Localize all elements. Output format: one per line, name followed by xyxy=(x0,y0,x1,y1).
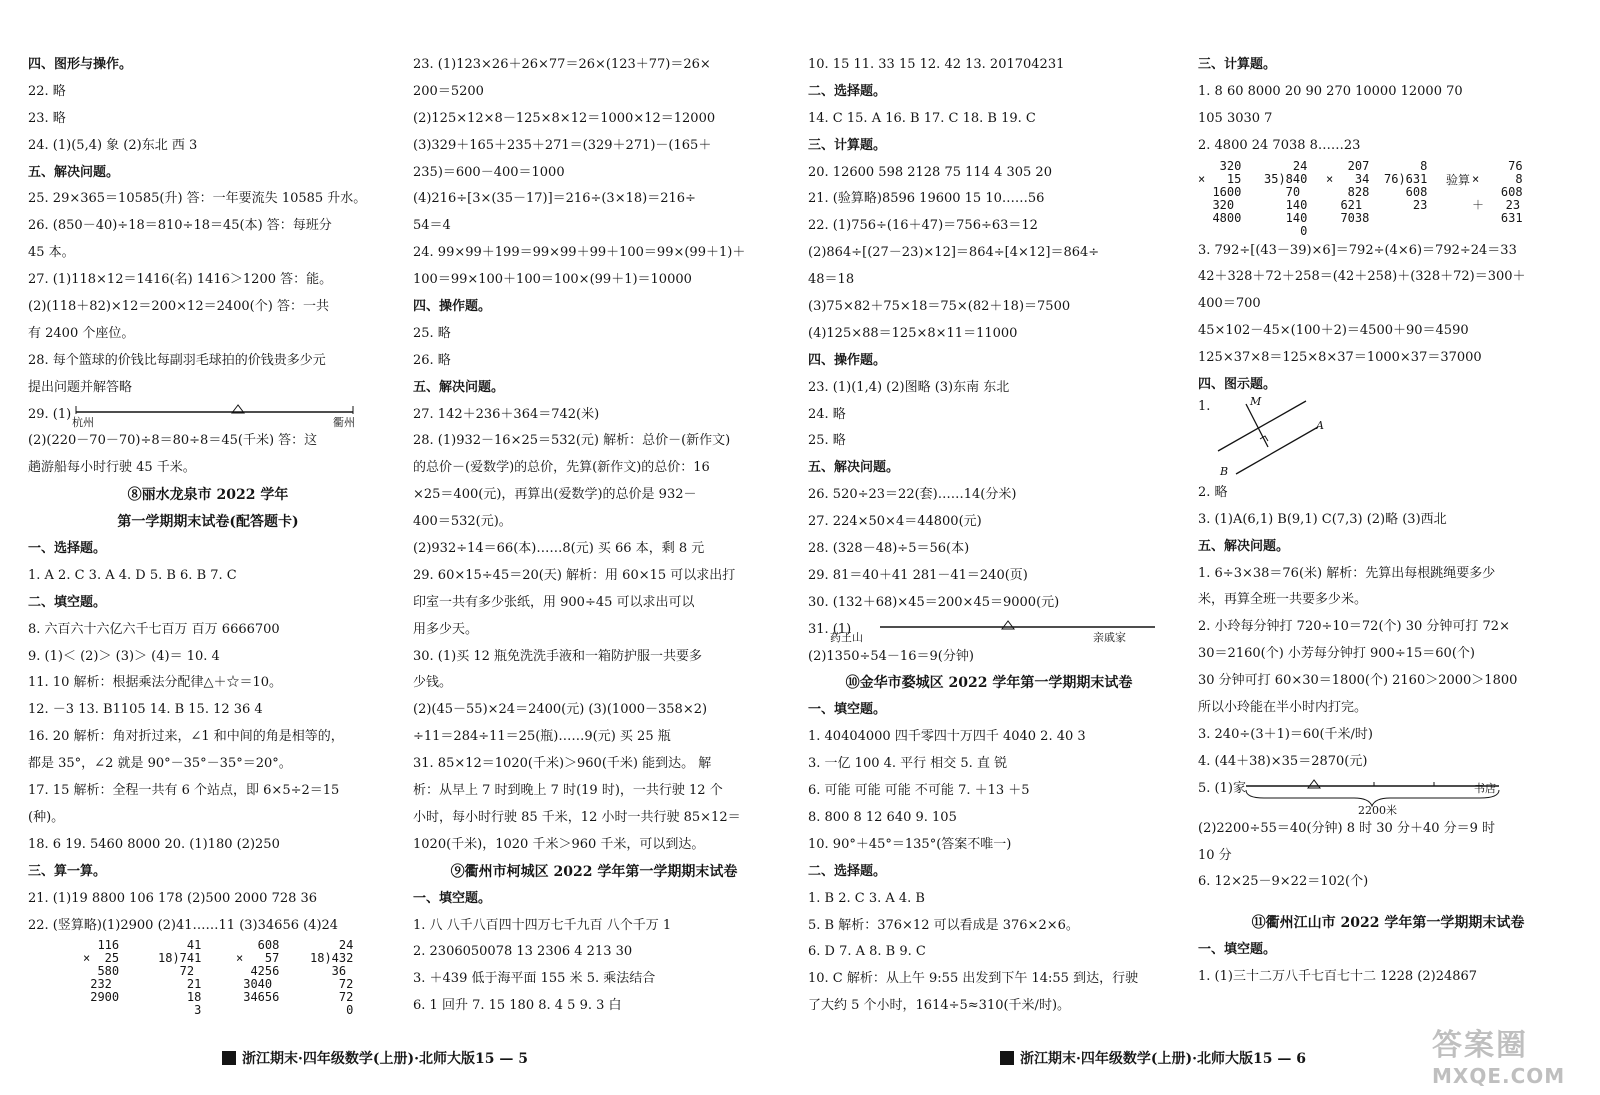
q29-segment-diagram xyxy=(68,402,368,428)
section-heading: 三、计算题。 xyxy=(1198,57,1277,72)
q5-distance-label: 2200米 xyxy=(1358,803,1397,816)
answer-line: 200＝5200 xyxy=(413,83,484,99)
answer-line: (2)(45－55)×24＝2400(元) (3)(1000－358×2) xyxy=(413,702,708,718)
section-heading: 四、操作题。 xyxy=(808,352,887,368)
section-heading: 二、选择题。 xyxy=(808,83,887,99)
answer-line: 17. 15 解析：全程一共有 6 个站点，即 6×5÷2＝15 xyxy=(28,783,340,799)
answer-line: 3. (1)A(6,1) B(9,1) C(7,3) (2)略 (3)西北 xyxy=(1198,511,1447,527)
answer-line: 27. (1)118×12＝1416(名) 1416＞1200 答：能。 xyxy=(28,272,333,288)
answer-line: 30. (1)买 12 瓶免洗洗手液和一箱防护服一共要多 xyxy=(413,648,703,664)
column-3 xyxy=(808,52,1170,1020)
answer-line: 都是 35°，∠2 就是 90°－35°－35°＝20°。 xyxy=(28,756,292,772)
section-heading: 五、解决问题。 xyxy=(413,379,505,395)
answer-line: 提出问题并解答略 xyxy=(28,379,133,395)
answer-line: 24. (1)(5,4) 象 (2)东北 西 3 xyxy=(28,137,198,153)
answer-line: 235)＝600－400＝1000 xyxy=(413,164,565,180)
answer-line: 9. (1)＜ (2)＞ (3)＞ (4)＝ 10. 4 xyxy=(28,648,220,664)
column-4 xyxy=(1198,52,1578,991)
answer-line: 所以小玲能在半小时内打完。 xyxy=(1198,700,1368,716)
fig1-b: B xyxy=(1220,464,1229,478)
fig1-m: M xyxy=(1250,394,1262,408)
footer-left xyxy=(222,1048,528,1068)
section-heading: 一、填空题。 xyxy=(1198,942,1277,958)
answer-line: 1. A 2. C 3. A 4. D 5. B 6. B 7. C xyxy=(28,567,237,583)
answer-line: 29. 81＝40＋41 281－41＝240(页) xyxy=(808,567,1028,583)
answer-line: 25. 略 xyxy=(413,325,451,341)
answer-line: 29. 60×15÷45＝20(天) 解析：用 60×15 可以求出打 xyxy=(413,567,736,583)
q31-label: 31. (1) xyxy=(808,621,852,637)
answer-line: (2)2200÷55＝40(分钟) 8 时 30 分＋40 分＝9 时 xyxy=(1198,820,1496,836)
answer-line: 10. C 解析：从上午 9:55 出发到下午 14:55 到达，行驶 xyxy=(808,971,1139,987)
answer-line: (2)(118＋82)×12＝200×12＝2400(个) 答：一共 xyxy=(28,299,329,315)
section-heading: 五、解决问题。 xyxy=(1198,538,1290,554)
section-title-9: ⑨衢州市柯城区 2022 学年第一学期期末试卷 xyxy=(450,863,738,880)
q29-label: 29. (1) xyxy=(28,406,72,422)
answer-line: (2)932÷14＝66(本)……8(元) 买 66 本，剩 8 元 xyxy=(413,541,705,557)
vertical-calc: 116 × 25 580 232 2900 xyxy=(83,938,120,1005)
answer-line: 45×102－45×(100＋2)＝4500＋90＝4590 xyxy=(1198,323,1469,339)
answer-line: (2)125×12×8－125×8×12＝1000×12＝12000 xyxy=(413,110,716,126)
section-heading: 四、图形与操作。 xyxy=(28,57,133,72)
answer-line: 8. 800 8 12 640 9. 105 xyxy=(808,809,957,825)
col1-block-a xyxy=(28,52,388,402)
answer-line: 28. (1)932－16×25＝532(元) 解析：总价－(新作文) xyxy=(413,433,731,449)
answer-line: 2. 4800 24 7038 8……23 xyxy=(1198,137,1361,153)
q31-right-label: 亲戚家 xyxy=(1093,630,1126,644)
answer-line: 3. 一亿 100 4. 平行 相交 5. 直 锐 xyxy=(808,756,1008,772)
vertical-calc: 608 × 57 4256 3040 34656 xyxy=(236,938,280,1005)
col3-block-a xyxy=(808,52,1170,617)
section-heading: 四、图示题。 xyxy=(1198,377,1277,393)
answer-line: 23. 略 xyxy=(28,110,66,126)
answer-line: 22. (1)756÷(16＋47)＝756÷63＝12 xyxy=(808,218,1038,234)
section-title-8b: 第一学期期末试卷(配答题卡) xyxy=(117,514,299,531)
answer-line: 5. B 解析：376×12 可以看成是 376×2×6。 xyxy=(808,917,1079,933)
vertical-calcs-col1 xyxy=(28,938,388,1018)
answer-line: 28. 每个篮球的价钱比每副羽毛球拍的价钱贵多少元 xyxy=(28,352,326,368)
q5-line-diagram xyxy=(1198,776,1578,816)
answer-line: 30＝2160(个) 小芳每分钟打 900÷15＝60(个) xyxy=(1198,646,1475,662)
answer-line: 22. (竖算略)(1)2900 (2)41……11 (3)34656 (4)24 xyxy=(28,917,339,933)
col4-block-d xyxy=(1198,816,1578,897)
parallel-lines-figure xyxy=(1216,399,1356,480)
vertical-calc: 8 76)631 608 23 xyxy=(1384,158,1428,212)
col1-block-c xyxy=(28,536,388,939)
q5-label: 5. (1)家 xyxy=(1198,780,1246,796)
watermark-bottom: MXQE.COM xyxy=(1432,1064,1566,1088)
answer-line: 22. 略 xyxy=(28,83,66,99)
section-heading: 五、解决问题。 xyxy=(808,460,900,476)
watermark-top: 答案圈 xyxy=(1432,1028,1528,1063)
answer-line: 24. 略 xyxy=(808,406,846,422)
answer-line: 1. (1)三十二万八千七百七十二 1228 (2)24867 xyxy=(1198,969,1478,985)
answer-line: 30 分钟可打 60×30＝1800(个) 2160＞2000＞1800 xyxy=(1198,673,1518,689)
section-heading: 三、算一算。 xyxy=(28,863,107,879)
answer-line: (2)(220－70－70)÷8＝80÷8＝45(千米) 答：这 xyxy=(28,433,318,449)
vertical-calc: 24 18)432 36 72 72 0 xyxy=(310,938,354,1018)
answer-line: 18. 6 19. 5460 8000 20. (1)180 (2)250 xyxy=(28,836,280,852)
answer-line: 27. 224×50×4＝44800(元) xyxy=(808,514,982,530)
answer-line: 21. (验算略)8596 19600 15 10……56 xyxy=(808,191,1045,207)
col1-block-b xyxy=(28,428,388,482)
section-heading: 四、操作题。 xyxy=(413,299,492,315)
q29-right-label: 衢州 xyxy=(333,415,355,429)
vertical-calc: 41 18)741 72 21 18 3 xyxy=(158,938,202,1018)
section-heading: 一、填空题。 xyxy=(808,702,887,718)
vertical-calc: 76 × 8 608 ＋ 23 631 xyxy=(1472,158,1523,225)
answer-line: 趟游船每小时行驶 45 千米。 xyxy=(28,460,196,476)
answer-line: 3. ＋439 低于海平面 155 米 5. 乘法结合 xyxy=(413,971,656,987)
answer-line: 少钱。 xyxy=(413,675,453,691)
footer-right-text: 浙江期末·四年级数学(上册)·北师大版15 — 6 xyxy=(1020,1051,1306,1067)
answer-line: 48＝18 xyxy=(808,272,855,288)
answer-line: (4)125×88＝125×8×11＝11000 xyxy=(808,325,1018,341)
answer-line: 2. 小玲每分钟打 720÷10＝72(个) 30 分钟可打 72× xyxy=(1198,619,1510,635)
answer-line: 印室一共有多少张纸，用 900÷45 可以求出可以 xyxy=(413,594,695,610)
footer-right xyxy=(1000,1048,1306,1068)
answer-line: 27. 142＋236＋364＝742(米) xyxy=(413,406,600,422)
footer-marker-icon xyxy=(1000,1051,1014,1065)
footer-left-text: 浙江期末·四年级数学(上册)·北师大版15 — 5 xyxy=(242,1051,528,1067)
answer-line: 小时，每小时行驶 85 千米，12 小时一共行驶 85×12＝ xyxy=(413,809,741,825)
column-1 xyxy=(28,52,388,1018)
answer-line: 的总价－(爱数学)的总价，先算(新作文)的总价：16 xyxy=(413,460,710,476)
column-2 xyxy=(413,52,775,1020)
watermark-logo xyxy=(1432,1020,1565,1088)
answer-line: 1. 40404000 四千零四十万四千 4040 2. 40 3 xyxy=(808,729,1086,745)
section-heading: 二、选择题。 xyxy=(808,863,887,879)
answer-line: 42＋328＋72＋258＝(42＋258)＋(328＋72)＝300＋ xyxy=(1198,269,1526,285)
answer-line: 10. 90°＋45°＝135°(答案不唯一) xyxy=(808,836,1012,852)
answer-line: 析：从早上 7 时到晚上 7 时(19 时)，一共行驶 12 个 xyxy=(413,783,723,799)
answer-line: 1020(千米)，1020 千米＞960 千米，可以到达。 xyxy=(413,836,705,852)
answer-line: 有 2400 个座位。 xyxy=(28,325,135,341)
answer-line: 2. 略 xyxy=(1198,484,1228,500)
answer-line: 400＝700 xyxy=(1198,296,1261,312)
answer-line: 1. B 2. C 3. A 4. B xyxy=(808,890,925,906)
answer-line: 26. 略 xyxy=(413,352,451,368)
vertical-calc: 320 × 15 1600 320 4800 xyxy=(1198,158,1242,225)
answer-line: 1. 八 八千八百四十四万七千九百 八个千万 1 xyxy=(413,917,672,933)
q5-right-label: 书店 xyxy=(1474,781,1496,795)
section-title-10: ⑩金华市婺城区 2022 学年第一学期期末试卷 xyxy=(845,675,1133,692)
answer-line: 2. 2306050078 13 2306 4 213 30 xyxy=(413,944,633,960)
vertical-calc: 24 35)840 70 140 140 0 xyxy=(1264,158,1308,238)
answer-line: 26. 520÷23＝22(套)……14(分米) xyxy=(808,487,1017,503)
perpendicular-figure xyxy=(1198,394,1578,480)
answer-line: 8. 六百六十六亿六千七百万 百万 6666700 xyxy=(28,621,280,637)
col4-block-c xyxy=(1198,480,1578,776)
col2-block-a xyxy=(413,52,775,859)
answer-line: 10 分 xyxy=(1198,847,1232,863)
answer-line: (种)。 xyxy=(28,809,65,825)
section-heading: 二、填空题。 xyxy=(28,594,107,610)
fig1-a: A xyxy=(1316,418,1324,432)
col2-block-b xyxy=(413,886,775,1020)
answer-line: 30. (132＋68)×45＝200×45＝9000(元) xyxy=(808,594,1060,610)
footer-marker-icon xyxy=(222,1051,236,1065)
verify-label: 验算 xyxy=(1446,172,1471,187)
q31-line-diagram xyxy=(808,617,1170,644)
col3-block-b xyxy=(808,644,1170,671)
col3-block-c xyxy=(808,697,1170,1020)
answer-line: 31. 85×12＝1020(千米)＞960(千米) 能到达。 解 xyxy=(413,756,712,772)
answer-line: 1. 8 60 8000 20 90 270 10000 12000 70 xyxy=(1198,83,1463,99)
answer-line: 25. 略 xyxy=(808,433,846,449)
answer-line: 10. 15 11. 33 15 12. 42 13. 201704231 xyxy=(808,57,1065,72)
answer-line: (2)864÷[(27－23)×12]＝864÷[4×12]＝864÷ xyxy=(808,245,1100,261)
answer-line: 26. (850－40)÷18＝810÷18＝45(本) 答：每班分 xyxy=(28,218,332,234)
answer-line: 3. 240÷(3＋1)＝60(千米/时) xyxy=(1198,726,1373,742)
answer-line: 100＝99×100＋100＝100×(99＋1)＝10000 xyxy=(413,272,692,288)
q29-left-label: 杭州 xyxy=(72,415,94,429)
section-title-11: ⑪衢州江山市 2022 学年第一学期期末试卷 xyxy=(1251,915,1525,932)
answer-line: 了大约 5 个小时，1614÷5≈310(千米/时)。 xyxy=(808,998,1071,1014)
section-heading: 一、填空题。 xyxy=(413,890,492,906)
vertical-calcs-col4 xyxy=(1198,160,1578,238)
answer-line: 20. 12600 598 2128 75 114 4 305 20 xyxy=(808,164,1052,180)
section-title-8a: ⑧丽水龙泉市 2022 学年 xyxy=(127,487,289,504)
answer-line: 米，再算全班一共要多少米。 xyxy=(1198,592,1368,608)
answer-line: 16. 20 解析：角对折过来，∠1 和中间的角是相等的， xyxy=(28,729,344,745)
answer-line: 105 3030 7 xyxy=(1198,110,1273,126)
answer-line: 21. (1)19 8800 106 178 (2)500 2000 728 36 xyxy=(28,890,318,906)
col4-block-a xyxy=(1198,52,1578,160)
fig1-label: 1. xyxy=(1198,398,1211,414)
answer-line: 28. (328－48)÷5＝56(本) xyxy=(808,541,970,557)
answer-line: 25. 29×365＝10585(升) 答：一年要流失 10585 升水。 xyxy=(28,191,367,207)
vertical-calc: 207 × 34 828 621 7038 xyxy=(1326,158,1370,225)
answer-line: ×25＝400(元)，再算出(爱数学)的总价是 932－ xyxy=(413,487,697,503)
answer-line: 11. 10 解析：根据乘法分配律△＋☆＝10。 xyxy=(28,675,283,691)
answer-line: 125×37×8＝125×8×37＝1000×37＝37000 xyxy=(1198,350,1482,366)
answer-line: 14. C 15. A 16. B 17. C 18. B 19. C xyxy=(808,110,1036,126)
answer-line: 4. (44＋38)×35＝2870(元) xyxy=(1198,753,1368,769)
answer-line: 400＝532(元)。 xyxy=(413,514,512,530)
answer-line: 用多少天。 xyxy=(413,621,479,637)
col4-block-b xyxy=(1198,238,1578,399)
answer-line: (2)1350÷54－16＝9(分钟) xyxy=(808,648,974,664)
answer-line: 1. 6÷3×38＝76(米) 解析：先算出每根跳绳要多少 xyxy=(1198,565,1496,581)
answer-line: 6. 1 回升 7. 15 180 8. 4 5 9. 3 白 xyxy=(413,998,622,1014)
answer-line: 12. －3 13. B1105 14. B 15. 12 36 4 xyxy=(28,702,263,718)
answer-line: 6. D 7. A 8. B 9. C xyxy=(808,944,926,960)
answer-line: ÷11＝284÷11＝25(瓶)……9(元) 买 25 瓶 xyxy=(413,729,671,745)
section-heading: 五、解决问题。 xyxy=(28,164,120,180)
col4-block-e xyxy=(1198,937,1578,991)
answer-line: 23. (1)123×26＋26×77＝26×(123＋77)＝26× xyxy=(413,57,711,72)
answer-line: (4)216÷[3×(35－17)]＝216÷(3×18)＝216÷ xyxy=(413,191,696,207)
answer-line: (3)75×82＋75×18＝75×(82＋18)＝7500 xyxy=(808,299,1071,315)
answer-line: 24. 99×99＋199＝99×99＋99＋100＝99×(99＋1)＋ xyxy=(413,245,746,261)
q31-left-label: 药王山 xyxy=(830,630,863,644)
answer-line: (3)329＋165＋235＋271＝(329＋271)－(165＋ xyxy=(413,137,712,153)
answer-line: 45 本。 xyxy=(28,245,75,261)
answer-line: 3. 792÷[(43－39)×6]＝792÷(4×6)＝792÷24＝33 xyxy=(1198,242,1517,258)
answer-line: 54＝4 xyxy=(413,218,451,234)
answer-line: 6. 可能 可能 可能 不可能 7. ＋13 ＋5 xyxy=(808,783,1030,799)
section-heading: 三、计算题。 xyxy=(808,137,887,153)
answer-line: 23. (1)(1,4) (2)图略 (3)东南 东北 xyxy=(808,379,1010,395)
q29-line-diagram xyxy=(28,402,388,429)
section-heading: 一、选择题。 xyxy=(28,541,107,557)
answer-line: 6. 12×25－9×22＝102(个) xyxy=(1198,874,1369,890)
